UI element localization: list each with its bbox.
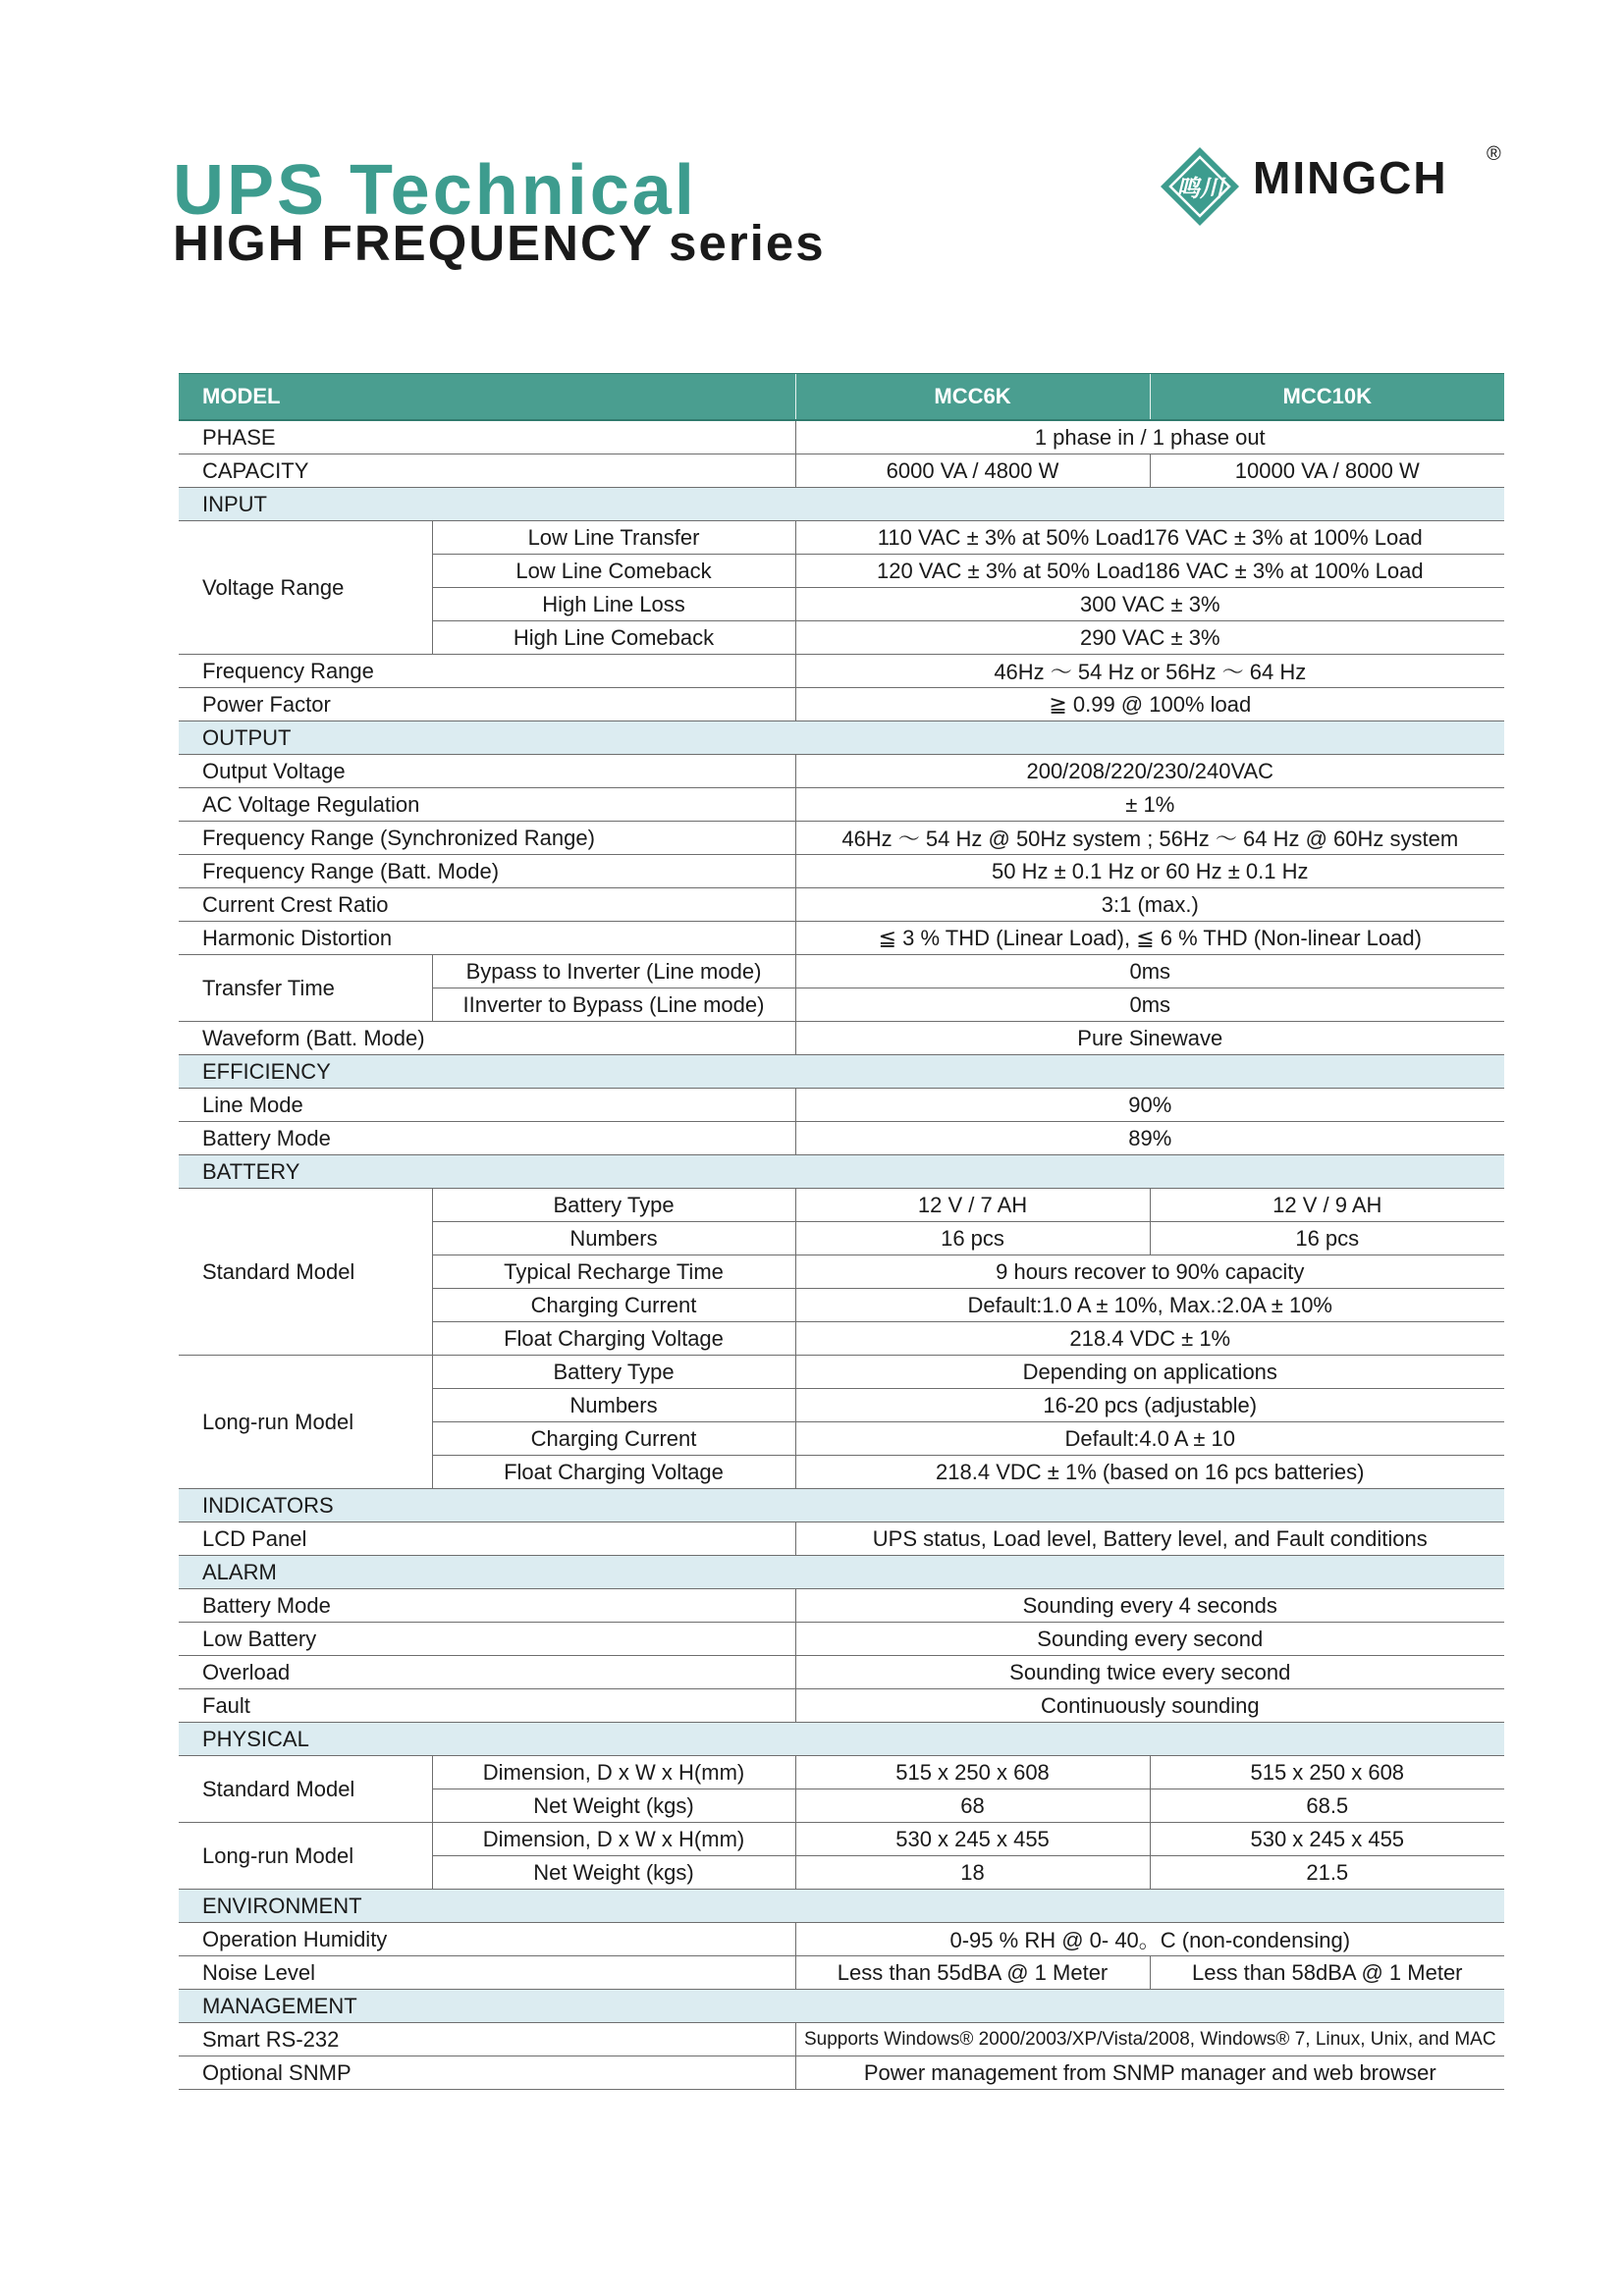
section-row: [179, 1155, 1504, 1189]
table-row: [179, 1022, 1504, 1055]
row-label: PHASE: [179, 420, 795, 454]
table-row: [179, 420, 1504, 454]
row-value: 200/208/220/230/240VAC: [795, 755, 1504, 788]
row-value: 89%: [795, 1122, 1504, 1155]
section-row: [179, 1723, 1504, 1756]
section-label: EFFICIENCY: [179, 1055, 1504, 1089]
row-value: 218.4 VDC ± 1%: [795, 1322, 1504, 1356]
table-row: [179, 922, 1504, 955]
table-row: [179, 454, 1504, 488]
section-row: [179, 1556, 1504, 1589]
row-sublabel: Charging Current: [432, 1422, 795, 1456]
row-label: Waveform (Batt. Mode): [179, 1022, 795, 1055]
row-value: Default:1.0 A ± 10%, Max.:2.0A ± 10%: [795, 1289, 1504, 1322]
row-value: 1 phase in / 1 phase out: [795, 420, 1504, 454]
row-label: Power Factor: [179, 688, 795, 721]
row-value-model-1: Less than 55dBA @ 1 Meter: [795, 1956, 1150, 1990]
row-value: Sounding every 4 seconds: [795, 1589, 1504, 1623]
row-sublabel: High Line Loss: [432, 588, 795, 621]
header-model: MODEL: [179, 374, 795, 421]
group-label: Standard Model: [179, 1756, 432, 1823]
row-label: Fault: [179, 1689, 795, 1723]
row-sublabel: High Line Comeback: [432, 621, 795, 655]
row-value: 300 VAC ± 3%: [795, 588, 1504, 621]
table-row: [179, 521, 1504, 555]
row-value: 120 VAC ± 3% at 50% Load186 VAC ± 3% at 100% Load: [795, 555, 1504, 588]
row-label: Smart RS-232: [179, 2023, 795, 2056]
row-value: 0ms: [795, 988, 1504, 1022]
row-label: Low Battery: [179, 1623, 795, 1656]
row-sublabel: Net Weight (kgs): [432, 1789, 795, 1823]
brand-registered-mark: ®: [1487, 143, 1501, 165]
row-label: Output Voltage: [179, 755, 795, 788]
row-value: 46Hz ～ 54 Hz or 56Hz ～ 64 Hz: [795, 655, 1504, 688]
table-row: [179, 788, 1504, 822]
row-value: 290 VAC ± 3%: [795, 621, 1504, 655]
brand-name: MINGCH: [1253, 152, 1448, 203]
row-value-model-1: 6000 VA / 4800 W: [795, 454, 1150, 488]
section-label: BATTERY: [179, 1155, 1504, 1189]
svg-text:鸣川: 鸣川: [1176, 175, 1223, 202]
row-sublabel: IInverter to Bypass (Line mode): [432, 988, 795, 1022]
section-label: ALARM: [179, 1556, 1504, 1589]
row-label: Frequency Range (Synchronized Range): [179, 822, 795, 855]
section-row: [179, 1990, 1504, 2023]
table-row: [179, 1089, 1504, 1122]
table-row: [179, 1589, 1504, 1623]
row-value: 0-95 % RH @ 0- 40。C (non-condensing): [795, 1923, 1504, 1956]
row-value: Power management from SNMP manager and web browser: [795, 2056, 1504, 2090]
row-label: Battery Mode: [179, 1589, 795, 1623]
header-model-1: MCC6K: [795, 374, 1150, 421]
row-value-model-2: 16 pcs: [1150, 1222, 1504, 1255]
section-row: [179, 721, 1504, 755]
row-value-model-2: 515 x 250 x 608: [1150, 1756, 1504, 1789]
section-label: ENVIRONMENT: [179, 1890, 1504, 1923]
row-label: CAPACITY: [179, 454, 795, 488]
row-label: AC Voltage Regulation: [179, 788, 795, 822]
row-value-model-2: 10000 VA / 8000 W: [1150, 454, 1504, 488]
row-sublabel: Typical Recharge Time: [432, 1255, 795, 1289]
row-label: Optional SNMP: [179, 2056, 795, 2090]
row-value: 0ms: [795, 955, 1504, 988]
row-value: 9 hours recover to 90% capacity: [795, 1255, 1504, 1289]
row-value-model-2: 12 V / 9 AH: [1150, 1189, 1504, 1222]
section-label: MANAGEMENT: [179, 1990, 1504, 2023]
row-value: 46Hz ～ 54 Hz @ 50Hz system ; 56Hz ～ 64 Hz @ 60Hz system: [795, 822, 1504, 855]
row-sublabel: Float Charging Voltage: [432, 1456, 795, 1489]
table-row: [179, 1356, 1504, 1389]
row-value: 16-20 pcs (adjustable): [795, 1389, 1504, 1422]
row-label: Frequency Range (Batt. Mode): [179, 855, 795, 888]
table-row: [179, 1689, 1504, 1723]
row-sublabel: Dimension, D x W x H(mm): [432, 1823, 795, 1856]
row-sublabel: Net Weight (kgs): [432, 1856, 795, 1890]
table-row: [179, 688, 1504, 721]
row-value-model-2: 21.5: [1150, 1856, 1504, 1890]
table-row: [179, 2056, 1504, 2090]
row-value-model-1: 18: [795, 1856, 1150, 1890]
row-value: Depending on applications: [795, 1356, 1504, 1389]
section-row: [179, 1489, 1504, 1522]
row-value-model-1: 515 x 250 x 608: [795, 1756, 1150, 1789]
table-row: [179, 1656, 1504, 1689]
row-value: 218.4 VDC ± 1% (based on 16 pcs batteries): [795, 1456, 1504, 1489]
spec-table: [179, 373, 1504, 2090]
table-row: [179, 1823, 1504, 1856]
section-label: INPUT: [179, 488, 1504, 521]
row-value-model-1: 16 pcs: [795, 1222, 1150, 1255]
row-label: Line Mode: [179, 1089, 795, 1122]
brand-logo: [1155, 137, 1508, 236]
section-row: [179, 488, 1504, 521]
row-value: Pure Sinewave: [795, 1022, 1504, 1055]
row-value-model-1: 530 x 245 x 455: [795, 1823, 1150, 1856]
row-label: Frequency Range: [179, 655, 795, 688]
row-value: Sounding twice every second: [795, 1656, 1504, 1689]
table-row: [179, 1756, 1504, 1789]
row-label: Noise Level: [179, 1956, 795, 1990]
group-label: Long-run Model: [179, 1356, 432, 1489]
row-value: ≧ 0.99 @ 100% load: [795, 688, 1504, 721]
section-row: [179, 1890, 1504, 1923]
row-label: Harmonic Distortion: [179, 922, 795, 955]
row-value: 50 Hz ± 0.1 Hz or 60 Hz ± 0.1 Hz: [795, 855, 1504, 888]
row-sublabel: Numbers: [432, 1222, 795, 1255]
row-sublabel: Battery Type: [432, 1189, 795, 1222]
row-sublabel: Numbers: [432, 1389, 795, 1422]
table-row: [179, 1923, 1504, 1956]
row-sublabel: Charging Current: [432, 1289, 795, 1322]
section-label: INDICATORS: [179, 1489, 1504, 1522]
group-label: Long-run Model: [179, 1823, 432, 1890]
header-model-2: MCC10K: [1150, 374, 1504, 421]
row-sublabel: Bypass to Inverter (Line mode): [432, 955, 795, 988]
row-label: Current Crest Ratio: [179, 888, 795, 922]
section-label: OUTPUT: [179, 721, 1504, 755]
group-label: Voltage Range: [179, 521, 432, 655]
row-sublabel: Low Line Comeback: [432, 555, 795, 588]
table-row: [179, 888, 1504, 922]
row-label: Overload: [179, 1656, 795, 1689]
row-sublabel: Float Charging Voltage: [432, 1322, 795, 1356]
page-subtitle: HIGH FREQUENCY series: [173, 215, 826, 271]
table-header-row: [179, 374, 1504, 421]
table-row: [179, 1122, 1504, 1155]
row-sublabel: Dimension, D x W x H(mm): [432, 1756, 795, 1789]
row-value-model-2: 530 x 245 x 455: [1150, 1823, 1504, 1856]
row-sublabel: Battery Type: [432, 1356, 795, 1389]
table-row: [179, 755, 1504, 788]
table-row: [179, 2023, 1504, 2056]
row-sublabel: Low Line Transfer: [432, 521, 795, 555]
row-value: 3:1 (max.): [795, 888, 1504, 922]
row-value: 90%: [795, 1089, 1504, 1122]
row-value-model-2: 68.5: [1150, 1789, 1504, 1823]
row-value: UPS status, Load level, Battery level, and Fault conditions: [795, 1522, 1504, 1556]
brand-mark-icon: [1159, 145, 1241, 228]
row-label: LCD Panel: [179, 1522, 795, 1556]
row-value: 110 VAC ± 3% at 50% Load176 VAC ± 3% at 100% Load: [795, 521, 1504, 555]
row-value: Default:4.0 A ± 10: [795, 1422, 1504, 1456]
table-row: [179, 1623, 1504, 1656]
row-value-model-2: Less than 58dBA @ 1 Meter: [1150, 1956, 1504, 1990]
row-value: Continuously sounding: [795, 1689, 1504, 1723]
table-row: [179, 955, 1504, 988]
table-row: [179, 1189, 1504, 1222]
table-row: [179, 822, 1504, 855]
table-row: [179, 855, 1504, 888]
table-row: [179, 655, 1504, 688]
row-value: Sounding every second: [795, 1623, 1504, 1656]
row-value-model-1: 12 V / 7 AH: [795, 1189, 1150, 1222]
group-label: Standard Model: [179, 1189, 432, 1356]
table-row: [179, 1956, 1504, 1990]
table-row: [179, 1522, 1504, 1556]
page-title: UPS Technical: [173, 151, 697, 230]
section-row: [179, 1055, 1504, 1089]
group-label: Transfer Time: [179, 955, 432, 1022]
row-value-model-1: 68: [795, 1789, 1150, 1823]
row-label: Operation Humidity: [179, 1923, 795, 1956]
row-label: Battery Mode: [179, 1122, 795, 1155]
row-value: ≦ 3 % THD (Linear Load), ≦ 6 % THD (Non-linear Load): [795, 922, 1504, 955]
row-value: ± 1%: [795, 788, 1504, 822]
section-label: PHYSICAL: [179, 1723, 1504, 1756]
row-value: Supports Windows® 2000/2003/XP/Vista/2008, Windows® 7, Linux, Unix, and MAC: [795, 2023, 1504, 2056]
